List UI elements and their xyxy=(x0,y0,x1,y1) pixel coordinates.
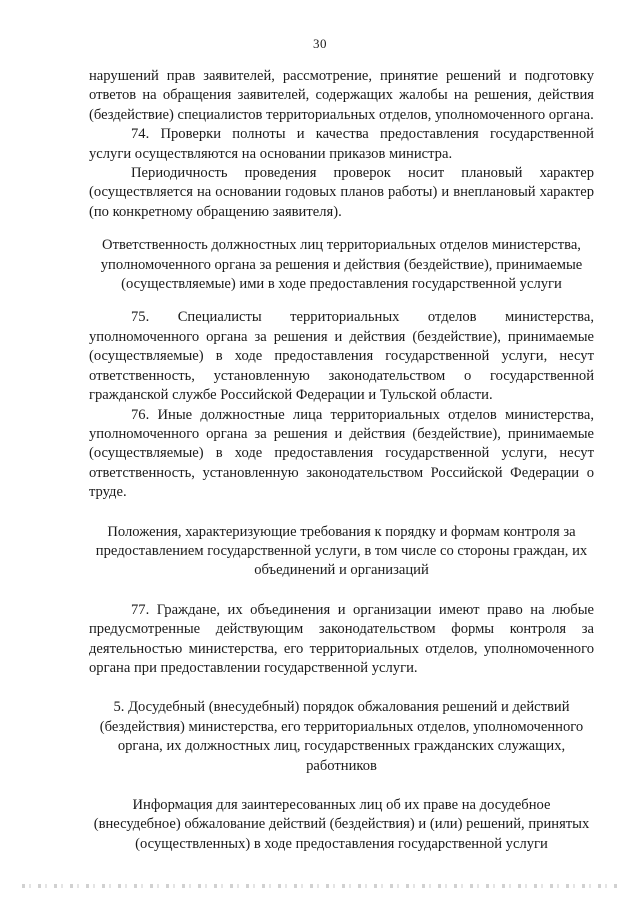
heading-appeal-information: Информация для заинтересованных лиц об их праве на досудебное (внесудебное) обжалование действий (бездействия) и (или) решений, принятых (осуществленных) в ходе предоставления государственной услуги xyxy=(93,797,590,852)
paragraph-74: 74. Проверки полноты и качества предоставления государственной услуги осуществляются на основании приказов министра. xyxy=(89,126,594,162)
spacer xyxy=(89,678,594,698)
spacer xyxy=(89,294,594,308)
spacer xyxy=(89,503,594,523)
scan-artifact-strip xyxy=(22,884,618,888)
spacer xyxy=(89,581,594,601)
heading-control-forms: Положения, характеризующие требования к порядку и формам контроля за предоставлением государственной услуги, в том числе со стороны граждан, их объединений и организаций xyxy=(95,523,588,579)
paragraph-76: 76. Иные должностные лица территориальных отделов министерства, уполномоченного органа за решения и действия (бездействие), принимаемые (осуществляемые) в ходе предоставления государственной услуги, несут ответственность, установленную законодательством Российской Федерации о труде. xyxy=(89,406,594,501)
page-number: 30 xyxy=(313,36,327,51)
heading-responsibility: Ответственность должностных лиц территориальных отделов министерства, уполномоченного органа за решения и действия (бездействие), принимаемые (осуществляемые) ими в ходе предоставления государственной услуги xyxy=(100,237,583,293)
paragraph-77: 77. Граждане, их объединения и организации имеют право на любые предусмотренные действующим законодательством формы контроля за деятельностью министерства, его территориальных отделов, уполномоченного органа при предоставлении государственной услуги. xyxy=(89,601,594,676)
page-body xyxy=(89,67,594,854)
heading-section-5: 5. Досудебный (внесудебный) порядок обжалования решений и действий (бездействия) министерства, его территориальных отделов, уполномоченного органа, их должностных лиц, государственных гражданских служащих, работников xyxy=(99,699,584,774)
spacer xyxy=(89,776,594,796)
spacer xyxy=(89,222,594,236)
paragraph-75: 75. Специалисты территориальных отделов министерства, уполномоченного органа за решения и действия (бездействие), принимаемые (осуществляемые) в ходе предоставления государственной услуги, несут ответственность, установленную законодательством о государственной гражданской службе Российской Федерации и Тульской области. xyxy=(89,309,594,404)
paragraph-74-periodicity: Периодичность проведения проверок носит плановый характер (осуществляется на основании годовых планов работы) и внеплановый характер (по конкретному обращению заявителя). xyxy=(89,165,594,220)
paragraph-intro-continuation: нарушений прав заявителей, рассмотрение, принятие решений и подготовку ответов на обращения заявителей, содержащих жалобы на решения, действия (бездействие) специалистов территориальных отделов, уполномоченного органа. xyxy=(89,68,594,123)
